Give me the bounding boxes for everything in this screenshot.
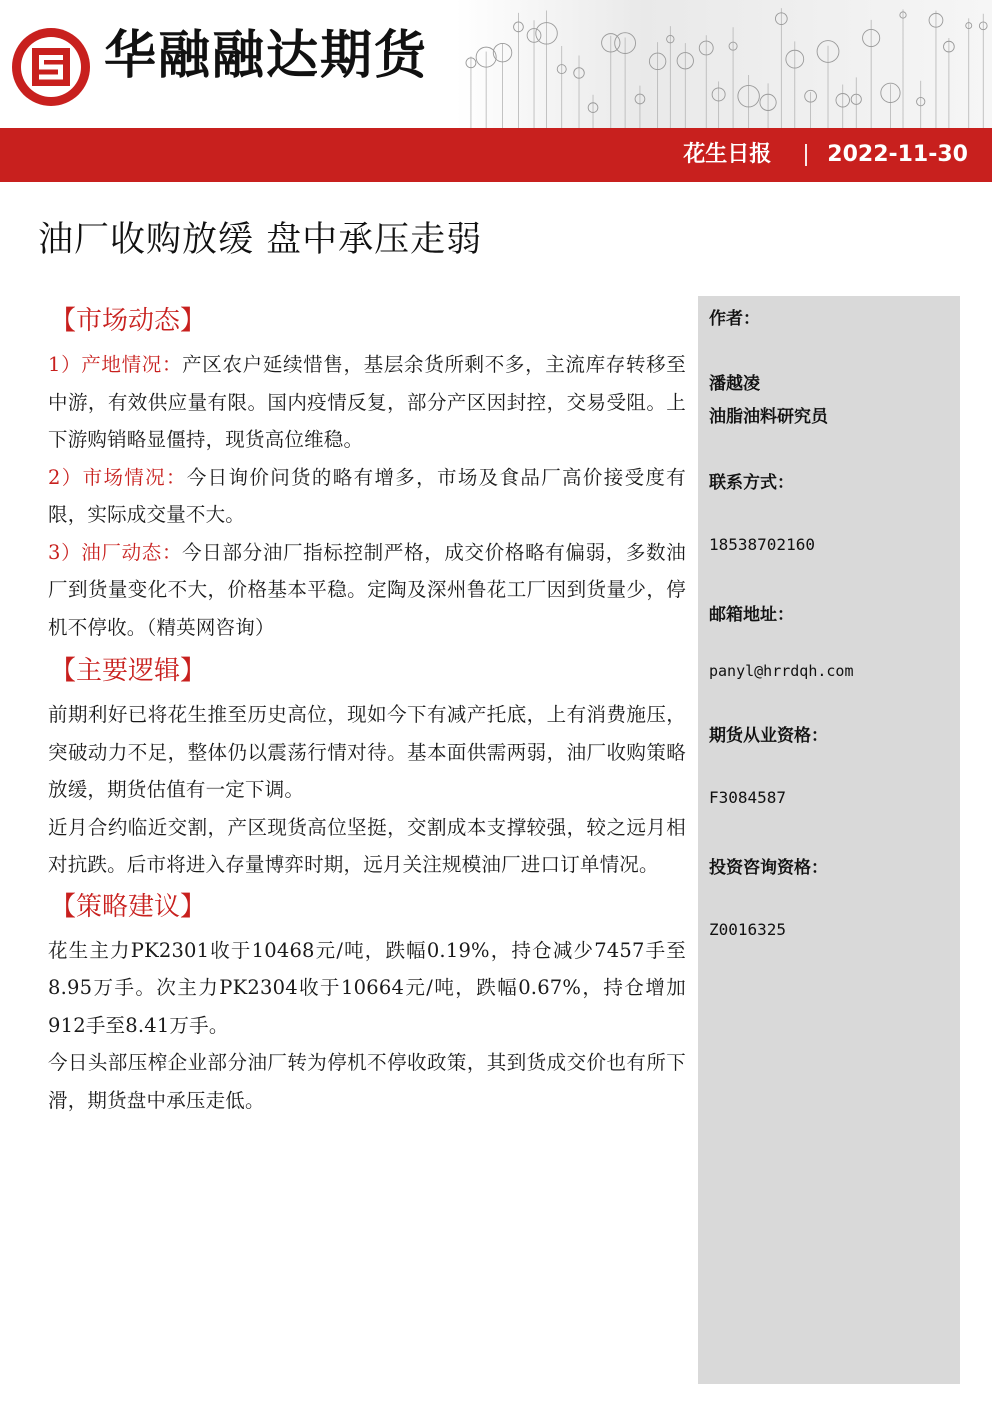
contact-phone: 18538702160 [709, 535, 815, 554]
advisory-qualification-label: 投资咨询资格： [709, 858, 828, 878]
page-header [0, 0, 992, 128]
logic-paragraph: 前期利好已将花生推至历史高位，现如今下有减产托底，上有消费施压，突破动力不足，整体仍以震荡行情对待。基本面供需两弱，油厂收购策略放缓，期货估值有一定下调。 [48, 703, 686, 801]
market-item [48, 346, 686, 459]
author-label: 作者： [709, 309, 760, 329]
strategy-paragraph: 今日头部压榨企业部分油厂转为停机不停收政策，其到货成交价也有所下滑，期货盘中承压走低。 [48, 1051, 686, 1112]
report-type: 花生日报 [683, 142, 772, 167]
brand-name: 华融融达期货 [104, 26, 429, 86]
author-sidebar [698, 296, 960, 1384]
decorative-pattern [456, 0, 992, 128]
market-item-lead: 2）市场情况： [48, 465, 187, 489]
strategy-paragraph: 花生主力PK2301收于10468元/吨，跌幅0.19%，持仓减少7457手至8.95万手。次主力PK2304收于10664元/吨，跌幅0.67%，持仓增加912手至8.41万手。 [48, 938, 686, 1037]
author-name: 潘越凌 [709, 374, 760, 394]
email-address[interactable]: panyl@hrrdqh.com [709, 662, 854, 680]
market-item-lead: 1）产地情况： [48, 353, 183, 376]
market-item-text: 产区农户延续惜售，基层余货所剩不多，主流库存转移至中游，有效供应量有限。国内疫情反复，部分产区因封控，交易受阻。上下游购销略显僵持，现货高位维稳。 [48, 353, 686, 451]
author-title: 油脂油料研究员 [709, 407, 828, 427]
futures-qualification-label: 期货从业资格： [709, 726, 828, 746]
separator [805, 144, 807, 166]
report-date: 2022-11-30 [827, 142, 968, 167]
contact-label: 联系方式： [709, 473, 794, 493]
email-label: 邮箱地址： [709, 605, 794, 625]
market-item [48, 534, 686, 647]
brand-logo-icon [10, 26, 92, 108]
section-heading-logic: 【主要逻辑】 [50, 656, 207, 686]
futures-qualification-id: F3084587 [709, 788, 787, 807]
market-item-text: 今日部分油厂指标控制严格，成交价格略有偏弱，多数油厂到货量变化不大，价格基本平稳。定陶及深州鲁花工厂因到货量少，停机不停收。（精英网咨询） [48, 540, 686, 639]
section-heading-strategy: 【策略建议】 [50, 891, 207, 922]
report-title: 油厂收购放缓 盘中承压走弱 [38, 220, 483, 260]
advisory-qualification-id: Z0016325 [709, 920, 787, 939]
report-bar [0, 128, 992, 182]
main-content [48, 300, 686, 1119]
market-item [48, 459, 686, 534]
logic-paragraph: 近月合约临近交割，产区现货高位坚挺，交割成本支撑较强，较之远月相对抗跌。后市将进入存量博弈时期，远月关注规模油厂进口订单情况。 [48, 815, 686, 876]
section-heading-market: 【市场动态】 [50, 306, 207, 336]
market-item-lead: 3）油厂动态： [48, 540, 183, 564]
market-item-text: 今日询价问货的略有增多，市场及食品厂高价接受度有限，实际成交量不大。 [48, 465, 686, 526]
